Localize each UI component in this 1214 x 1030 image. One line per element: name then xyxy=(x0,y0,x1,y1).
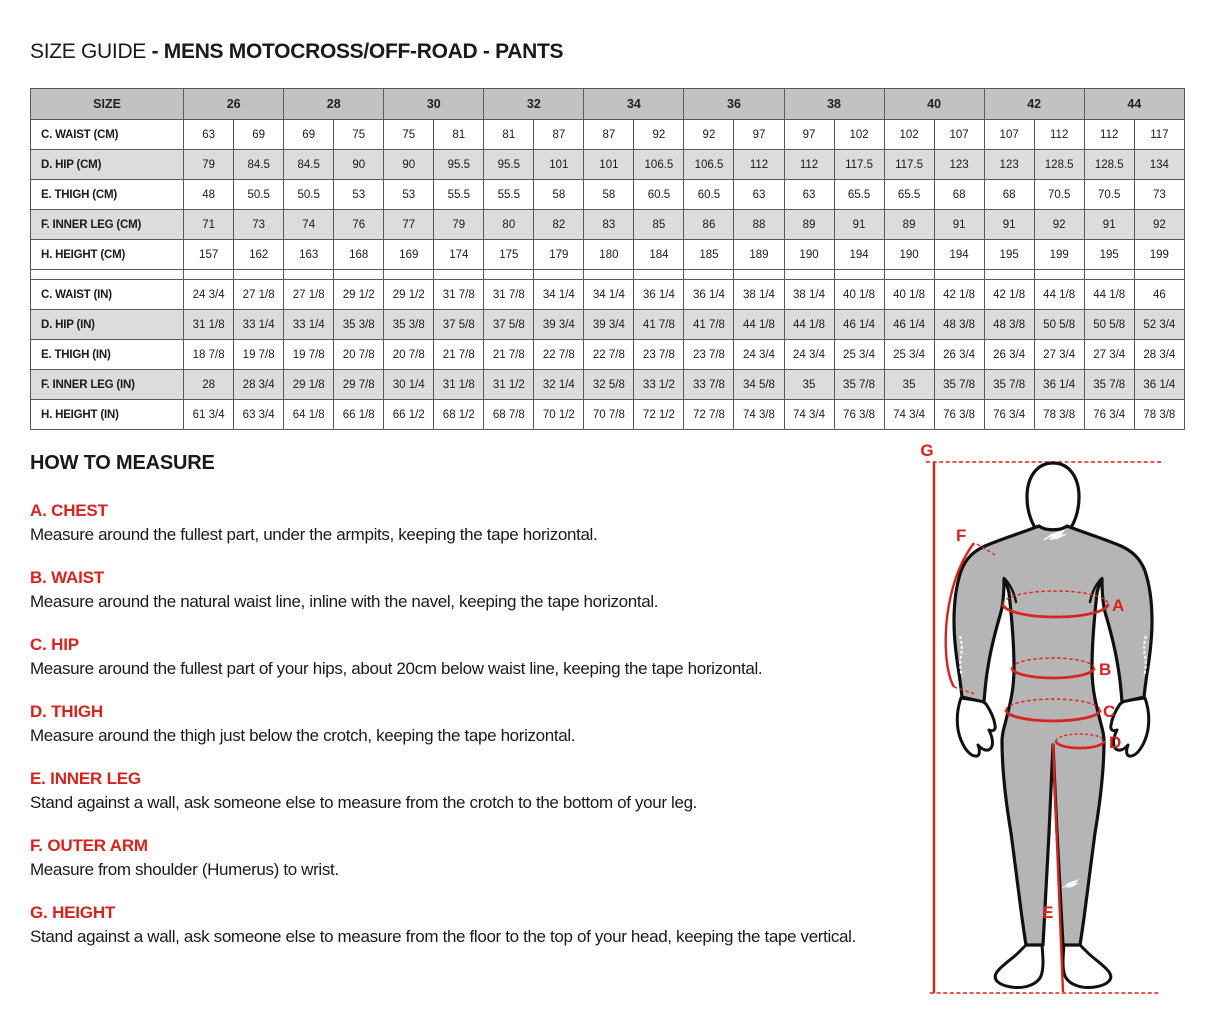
value-cell: 34 1/4 xyxy=(534,280,584,310)
value-cell: 35 xyxy=(884,370,934,400)
value-cell: 123 xyxy=(934,150,984,180)
value-cell: 65.5 xyxy=(884,180,934,210)
size-header-row xyxy=(31,89,1185,120)
value-cell: 87 xyxy=(534,120,584,150)
table-row xyxy=(31,310,1185,340)
value-cell: 25 3/4 xyxy=(834,340,884,370)
value-cell: 101 xyxy=(534,150,584,180)
value-cell: 112 xyxy=(1084,120,1134,150)
measure-section-title: G. HEIGHT xyxy=(30,903,116,922)
measure-section-title: E. INNER LEG xyxy=(30,769,141,788)
value-cell: 117 xyxy=(1134,120,1184,150)
value-cell: 72 1/2 xyxy=(634,400,684,430)
value-cell: 95.5 xyxy=(484,150,534,180)
value-cell: 80 xyxy=(484,210,534,240)
value-cell: 19 7/8 xyxy=(284,340,334,370)
value-cell: 20 7/8 xyxy=(334,340,384,370)
value-cell: 91 xyxy=(934,210,984,240)
value-cell: 35 xyxy=(784,370,834,400)
value-cell: 58 xyxy=(534,180,584,210)
value-cell: 36 1/4 xyxy=(684,280,734,310)
value-cell: 134 xyxy=(1134,150,1184,180)
value-cell: 92 xyxy=(1034,210,1084,240)
value-cell: 84.5 xyxy=(234,150,284,180)
page-title-prefix: SIZE GUIDE xyxy=(30,40,152,63)
value-cell: 190 xyxy=(784,240,834,270)
measurement-diagram xyxy=(900,440,1200,1030)
value-cell: 36 1/4 xyxy=(1134,370,1184,400)
spacer-cell xyxy=(884,270,934,280)
row-label-cell: D. HIP (IN) xyxy=(31,310,184,340)
value-cell: 24 3/4 xyxy=(734,340,784,370)
value-cell: 73 xyxy=(234,210,284,240)
value-cell: 194 xyxy=(834,240,884,270)
value-cell: 92 xyxy=(634,120,684,150)
value-cell: 33 1/4 xyxy=(234,310,284,340)
value-cell: 123 xyxy=(984,150,1034,180)
value-cell: 112 xyxy=(784,150,834,180)
value-cell: 76 3/4 xyxy=(1084,400,1134,430)
size-column-header: 30 xyxy=(384,89,484,120)
value-cell: 70 7/8 xyxy=(584,400,634,430)
value-cell: 76 3/4 xyxy=(984,400,1034,430)
size-table xyxy=(30,88,1185,430)
diagram-label-d: D xyxy=(1109,733,1122,752)
spacer-cell xyxy=(484,270,534,280)
value-cell: 68 xyxy=(984,180,1034,210)
measure-section-title: A. CHEST xyxy=(30,501,108,520)
diagram-label-g: G xyxy=(920,441,934,460)
diagram-label-a: A xyxy=(1112,596,1125,615)
value-cell: 71 xyxy=(184,210,234,240)
value-cell: 76 3/8 xyxy=(934,400,984,430)
value-cell: 76 xyxy=(334,210,384,240)
value-cell: 23 7/8 xyxy=(634,340,684,370)
table-row xyxy=(31,180,1185,210)
value-cell: 24 3/4 xyxy=(784,340,834,370)
value-cell: 55.5 xyxy=(484,180,534,210)
value-cell: 106.5 xyxy=(684,150,734,180)
value-cell: 89 xyxy=(784,210,834,240)
measure-section-title: B. WAIST xyxy=(30,568,104,587)
value-cell: 26 3/4 xyxy=(984,340,1034,370)
value-cell: 102 xyxy=(884,120,934,150)
value-cell: 199 xyxy=(1034,240,1084,270)
value-cell: 89 xyxy=(884,210,934,240)
value-cell: 31 7/8 xyxy=(484,280,534,310)
measure-section xyxy=(30,835,910,881)
value-cell: 88 xyxy=(734,210,784,240)
value-cell: 91 xyxy=(1084,210,1134,240)
value-cell: 27 1/8 xyxy=(234,280,284,310)
value-cell: 72 7/8 xyxy=(684,400,734,430)
value-cell: 25 3/4 xyxy=(884,340,934,370)
value-cell: 76 3/8 xyxy=(834,400,884,430)
left-foot xyxy=(995,945,1043,988)
value-cell: 65.5 xyxy=(834,180,884,210)
value-cell: 85 xyxy=(634,210,684,240)
value-cell: 50.5 xyxy=(284,180,334,210)
table-row xyxy=(31,280,1185,310)
value-cell: 70 1/2 xyxy=(534,400,584,430)
value-cell: 169 xyxy=(384,240,434,270)
value-cell: 70.5 xyxy=(1034,180,1084,210)
value-cell: 44 1/8 xyxy=(1034,280,1084,310)
value-cell: 36 1/4 xyxy=(634,280,684,310)
value-cell: 38 1/4 xyxy=(784,280,834,310)
value-cell: 48 3/8 xyxy=(934,310,984,340)
value-cell: 107 xyxy=(934,120,984,150)
value-cell: 55.5 xyxy=(434,180,484,210)
value-cell: 48 xyxy=(184,180,234,210)
value-cell: 33 7/8 xyxy=(684,370,734,400)
value-cell: 33 1/2 xyxy=(634,370,684,400)
value-cell: 190 xyxy=(884,240,934,270)
measure-section xyxy=(30,768,910,814)
value-cell: 29 7/8 xyxy=(334,370,384,400)
value-cell: 91 xyxy=(834,210,884,240)
value-cell: 92 xyxy=(1134,210,1184,240)
table-row xyxy=(31,370,1185,400)
value-cell: 101 xyxy=(584,150,634,180)
measure-section-text: Measure around the fullest part, under the armpits, keeping the tape horizontal. xyxy=(30,525,598,544)
spacer-cell xyxy=(334,270,384,280)
size-column-header: 38 xyxy=(784,89,884,120)
spacer-row xyxy=(31,270,1185,280)
value-cell: 117.5 xyxy=(834,150,884,180)
measure-section xyxy=(30,902,910,948)
diagram-label-f: F xyxy=(956,526,967,545)
table-row xyxy=(31,240,1185,270)
value-cell: 87 xyxy=(584,120,634,150)
value-cell: 179 xyxy=(534,240,584,270)
size-column-header: 36 xyxy=(684,89,784,120)
value-cell: 63 xyxy=(184,120,234,150)
row-label-cell: C. WAIST (CM) xyxy=(31,120,184,150)
value-cell: 70.5 xyxy=(1084,180,1134,210)
value-cell: 39 3/4 xyxy=(584,310,634,340)
value-cell: 66 1/8 xyxy=(334,400,384,430)
value-cell: 31 1/8 xyxy=(434,370,484,400)
value-cell: 90 xyxy=(334,150,384,180)
value-cell: 106.5 xyxy=(634,150,684,180)
measure-section-text: Measure from shoulder (Humerus) to wrist. xyxy=(30,860,339,879)
value-cell: 50 5/8 xyxy=(1034,310,1084,340)
value-cell: 32 1/4 xyxy=(534,370,584,400)
spacer-cell xyxy=(384,270,434,280)
value-cell: 22 7/8 xyxy=(584,340,634,370)
value-cell: 30 1/4 xyxy=(384,370,434,400)
row-label-cell: D. HIP (CM) xyxy=(31,150,184,180)
value-cell: 22 7/8 xyxy=(534,340,584,370)
value-cell: 81 xyxy=(434,120,484,150)
value-cell: 18 7/8 xyxy=(184,340,234,370)
value-cell: 52 3/4 xyxy=(1134,310,1184,340)
measure-section xyxy=(30,701,910,747)
value-cell: 79 xyxy=(434,210,484,240)
value-cell: 195 xyxy=(984,240,1034,270)
value-cell: 74 xyxy=(284,210,334,240)
value-cell: 35 3/8 xyxy=(384,310,434,340)
spacer-cell xyxy=(31,270,184,280)
measure-section-title: D. THIGH xyxy=(30,702,104,721)
value-cell: 42 1/8 xyxy=(984,280,1034,310)
value-cell: 39 3/4 xyxy=(534,310,584,340)
value-cell: 61 3/4 xyxy=(184,400,234,430)
spacer-cell xyxy=(1134,270,1184,280)
value-cell: 27 3/4 xyxy=(1034,340,1084,370)
value-cell: 74 3/4 xyxy=(784,400,834,430)
value-cell: 40 1/8 xyxy=(884,280,934,310)
measure-section-title: F. OUTER ARM xyxy=(30,836,148,855)
row-label-cell: F. INNER LEG (IN) xyxy=(31,370,184,400)
value-cell: 27 3/4 xyxy=(1084,340,1134,370)
spacer-cell xyxy=(584,270,634,280)
value-cell: 46 xyxy=(1134,280,1184,310)
page-title xyxy=(30,40,563,64)
value-cell: 74 3/4 xyxy=(884,400,934,430)
spacer-cell xyxy=(684,270,734,280)
table-row xyxy=(31,400,1185,430)
value-cell: 63 xyxy=(734,180,784,210)
spacer-cell xyxy=(784,270,834,280)
diagram-label-b: B xyxy=(1099,660,1112,679)
left-hand xyxy=(957,698,995,756)
measure-section-title: C. HIP xyxy=(30,635,79,654)
value-cell: 21 7/8 xyxy=(434,340,484,370)
value-cell: 40 1/8 xyxy=(834,280,884,310)
value-cell: 117.5 xyxy=(884,150,934,180)
value-cell: 68 7/8 xyxy=(484,400,534,430)
body-diagram-svg xyxy=(900,440,1200,1030)
value-cell: 23 7/8 xyxy=(684,340,734,370)
value-cell: 63 xyxy=(784,180,834,210)
size-corner-header: SIZE xyxy=(31,89,184,120)
value-cell: 63 3/4 xyxy=(234,400,284,430)
value-cell: 28 xyxy=(184,370,234,400)
value-cell: 79 xyxy=(184,150,234,180)
value-cell: 68 1/2 xyxy=(434,400,484,430)
value-cell: 33 1/4 xyxy=(284,310,334,340)
value-cell: 194 xyxy=(934,240,984,270)
measure-section-text: Measure around the fullest part of your hips, about 20cm below waist line, keeping the tape horizontal. xyxy=(30,659,763,678)
spacer-cell xyxy=(984,270,1034,280)
value-cell: 175 xyxy=(484,240,534,270)
row-label-cell: H. HEIGHT (IN) xyxy=(31,400,184,430)
spacer-cell xyxy=(1084,270,1134,280)
value-cell: 48 3/8 xyxy=(984,310,1034,340)
value-cell: 185 xyxy=(684,240,734,270)
value-cell: 44 1/8 xyxy=(734,310,784,340)
value-cell: 78 3/8 xyxy=(1134,400,1184,430)
measure-section-text: Stand against a wall, ask someone else to measure from the floor to the top of your head, keeping the tape vertical. xyxy=(30,927,856,946)
value-cell: 42 1/8 xyxy=(934,280,984,310)
value-cell: 86 xyxy=(684,210,734,240)
value-cell: 69 xyxy=(284,120,334,150)
value-cell: 102 xyxy=(834,120,884,150)
value-cell: 29 1/2 xyxy=(384,280,434,310)
value-cell: 35 7/8 xyxy=(934,370,984,400)
value-cell: 53 xyxy=(384,180,434,210)
value-cell: 174 xyxy=(434,240,484,270)
right-foot xyxy=(1063,945,1111,988)
value-cell: 31 7/8 xyxy=(434,280,484,310)
value-cell: 184 xyxy=(634,240,684,270)
measure-sections xyxy=(30,500,910,969)
value-cell: 78 3/8 xyxy=(1034,400,1084,430)
value-cell: 38 1/4 xyxy=(734,280,784,310)
value-cell: 157 xyxy=(184,240,234,270)
measure-section-text: Stand against a wall, ask someone else to measure from the crotch to the bottom of your leg. xyxy=(30,793,698,812)
table-row xyxy=(31,150,1185,180)
value-cell: 28 3/4 xyxy=(234,370,284,400)
value-cell: 41 7/8 xyxy=(684,310,734,340)
measure-section xyxy=(30,567,910,613)
spacer-cell xyxy=(284,270,334,280)
value-cell: 97 xyxy=(734,120,784,150)
value-cell: 75 xyxy=(334,120,384,150)
value-cell: 107 xyxy=(984,120,1034,150)
value-cell: 112 xyxy=(734,150,784,180)
row-label-cell: C. WAIST (IN) xyxy=(31,280,184,310)
size-column-header: 42 xyxy=(984,89,1084,120)
value-cell: 75 xyxy=(384,120,434,150)
page-title-main: - MENS MOTOCROSS/OFF-ROAD - PANTS xyxy=(151,40,564,63)
value-cell: 41 7/8 xyxy=(634,310,684,340)
measure-section-text: Measure around the natural waist line, inline with the navel, keeping the tape horizontal. xyxy=(30,592,659,611)
value-cell: 64 1/8 xyxy=(284,400,334,430)
size-column-header: 26 xyxy=(184,89,284,120)
value-cell: 180 xyxy=(584,240,634,270)
spacer-cell xyxy=(834,270,884,280)
value-cell: 26 3/4 xyxy=(934,340,984,370)
value-cell: 24 3/4 xyxy=(184,280,234,310)
value-cell: 27 1/8 xyxy=(284,280,334,310)
size-column-header: 32 xyxy=(484,89,584,120)
value-cell: 60.5 xyxy=(684,180,734,210)
diagram-label-e: E xyxy=(1042,903,1054,922)
diagram-label-c: C xyxy=(1103,702,1116,721)
value-cell: 21 7/8 xyxy=(484,340,534,370)
size-column-header: 34 xyxy=(584,89,684,120)
value-cell: 46 1/4 xyxy=(884,310,934,340)
value-cell: 97 xyxy=(784,120,834,150)
spacer-cell xyxy=(534,270,584,280)
size-column-header: 44 xyxy=(1084,89,1184,120)
measure-section xyxy=(30,634,910,680)
value-cell: 46 1/4 xyxy=(834,310,884,340)
value-cell: 50.5 xyxy=(234,180,284,210)
measure-section-text: Measure around the thigh just below the crotch, keeping the tape horizontal. xyxy=(30,726,576,745)
value-cell: 195 xyxy=(1084,240,1134,270)
value-cell: 162 xyxy=(234,240,284,270)
value-cell: 95.5 xyxy=(434,150,484,180)
value-cell: 84.5 xyxy=(284,150,334,180)
value-cell: 189 xyxy=(734,240,784,270)
value-cell: 36 1/4 xyxy=(1034,370,1084,400)
value-cell: 31 1/8 xyxy=(184,310,234,340)
value-cell: 53 xyxy=(334,180,384,210)
value-cell: 37 5/8 xyxy=(434,310,484,340)
value-cell: 83 xyxy=(584,210,634,240)
value-cell: 69 xyxy=(234,120,284,150)
value-cell: 32 5/8 xyxy=(584,370,634,400)
table-row xyxy=(31,120,1185,150)
spacer-cell xyxy=(634,270,684,280)
value-cell: 128.5 xyxy=(1084,150,1134,180)
spacer-cell xyxy=(184,270,234,280)
row-label-cell: H. HEIGHT (CM) xyxy=(31,240,184,270)
value-cell: 34 1/4 xyxy=(584,280,634,310)
value-cell: 92 xyxy=(684,120,734,150)
value-cell: 31 1/2 xyxy=(484,370,534,400)
value-cell: 44 1/8 xyxy=(1084,280,1134,310)
value-cell: 35 7/8 xyxy=(1084,370,1134,400)
spacer-cell xyxy=(434,270,484,280)
size-column-header: 40 xyxy=(884,89,984,120)
value-cell: 29 1/2 xyxy=(334,280,384,310)
value-cell: 50 5/8 xyxy=(1084,310,1134,340)
value-cell: 44 1/8 xyxy=(784,310,834,340)
value-cell: 35 7/8 xyxy=(984,370,1034,400)
value-cell: 19 7/8 xyxy=(234,340,284,370)
how-to-measure-heading: HOW TO MEASURE xyxy=(30,452,215,474)
row-label-cell: F. INNER LEG (CM) xyxy=(31,210,184,240)
value-cell: 81 xyxy=(484,120,534,150)
value-cell: 58 xyxy=(584,180,634,210)
spacer-cell xyxy=(934,270,984,280)
value-cell: 34 5/8 xyxy=(734,370,784,400)
value-cell: 60.5 xyxy=(634,180,684,210)
value-cell: 20 7/8 xyxy=(384,340,434,370)
table-row xyxy=(31,340,1185,370)
value-cell: 35 3/8 xyxy=(334,310,384,340)
value-cell: 112 xyxy=(1034,120,1084,150)
value-cell: 128.5 xyxy=(1034,150,1084,180)
value-cell: 82 xyxy=(534,210,584,240)
table-row xyxy=(31,210,1185,240)
value-cell: 163 xyxy=(284,240,334,270)
spacer-cell xyxy=(234,270,284,280)
value-cell: 29 1/8 xyxy=(284,370,334,400)
value-cell: 199 xyxy=(1134,240,1184,270)
value-cell: 37 5/8 xyxy=(484,310,534,340)
spacer-cell xyxy=(1034,270,1084,280)
measure-section xyxy=(30,500,910,546)
row-label-cell: E. THIGH (IN) xyxy=(31,340,184,370)
value-cell: 90 xyxy=(384,150,434,180)
value-cell: 28 3/4 xyxy=(1134,340,1184,370)
row-label-cell: E. THIGH (CM) xyxy=(31,180,184,210)
value-cell: 73 xyxy=(1134,180,1184,210)
size-column-header: 28 xyxy=(284,89,384,120)
value-cell: 168 xyxy=(334,240,384,270)
value-cell: 91 xyxy=(984,210,1034,240)
value-cell: 68 xyxy=(934,180,984,210)
value-cell: 74 3/8 xyxy=(734,400,784,430)
value-cell: 66 1/2 xyxy=(384,400,434,430)
value-cell: 35 7/8 xyxy=(834,370,884,400)
spacer-cell xyxy=(734,270,784,280)
value-cell: 77 xyxy=(384,210,434,240)
